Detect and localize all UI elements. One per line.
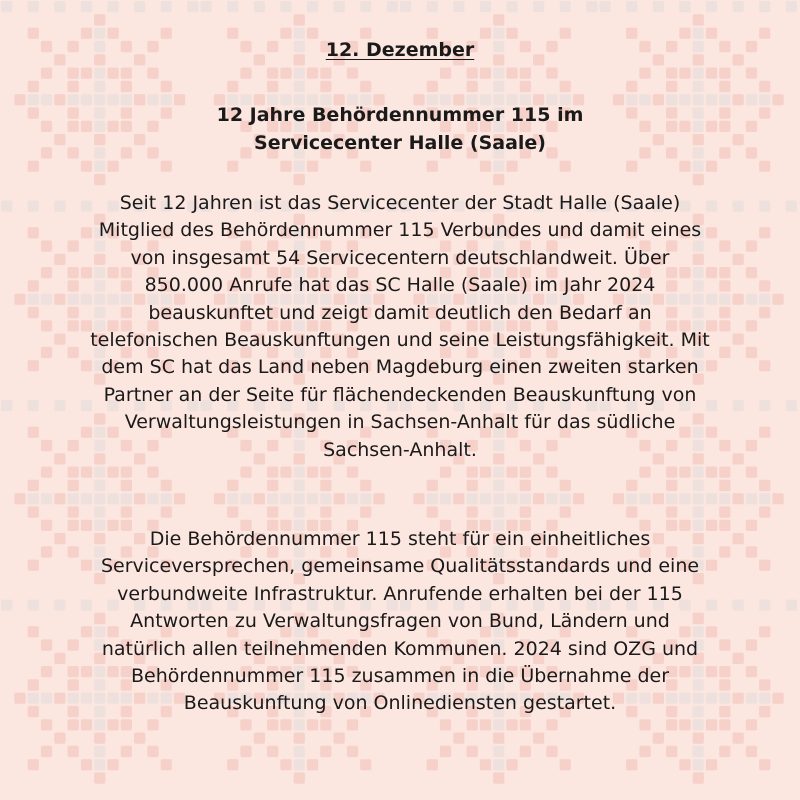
paragraph-1-line: Sachsen-Anhalt.: [323, 438, 477, 461]
paragraph-1-line: 850.000 Anrufe hat das SC Halle (Saale) im Jahr 2024: [144, 274, 656, 297]
paragraph-2-line: Die Behördennummer 115 steht für ein einheitliches: [149, 528, 651, 550]
date-heading: 12. Dezember: [325, 39, 475, 61]
paragraph-2-line: Antworten zu Verwaltungsfragen von Bund, Ländern und: [130, 610, 670, 633]
paragraph-1-line: telefonischen Beauskunftungen und seine Leistungsfähigkeit. Mit: [90, 329, 710, 352]
paragraph-1: [30, 190, 770, 464]
paragraph-2-line: Serviceversprechen, gemeinsame Qualitätsstandards und eine: [100, 555, 700, 578]
paragraph-2-line: Behördennummer 115 zusammen in die Übernahme der: [130, 665, 670, 688]
paragraph-1-line: von insgesamt 54 Servicecentern deutschlandweit. Über: [130, 246, 670, 269]
title-line-1: 12 Jahre Behördennummer 115 im: [216, 104, 584, 126]
page-title: [0, 101, 800, 157]
paragraph-1-line: beauskunftet und zeigt damit deutlich den Bedarf an: [148, 301, 652, 324]
paragraph-1-line: dem SC hat das Land neben Magdeburg einen zweiten starken: [101, 356, 699, 379]
paragraph-1-line: Mitglied des Behördennummer 115 Verbundes und damit eines: [98, 219, 702, 242]
paragraph-1-line: Verwaltungsleistungen in Sachsen-Anhalt für das südliche: [124, 411, 676, 434]
paragraph-1-line: Partner an der Seite für flächendeckenden Beauskunftung von: [103, 383, 697, 406]
paragraph-2-line: natürlich allen teilnehmenden Kommunen. 2024 sind OZG und: [101, 637, 699, 660]
paragraph-2-line: Beauskunftung von Onlinediensten gestartet.: [183, 692, 617, 715]
paragraph-1-line: Seit 12 Jahren ist das Servicecenter der Stadt Halle (Saale): [119, 192, 681, 214]
paragraph-2: [30, 526, 770, 718]
paragraph-2-line: verbundweite Infrastruktur. Anrufende erhalten bei der 115: [117, 582, 683, 605]
title-line-2: Servicecenter Halle (Saale): [254, 132, 546, 154]
